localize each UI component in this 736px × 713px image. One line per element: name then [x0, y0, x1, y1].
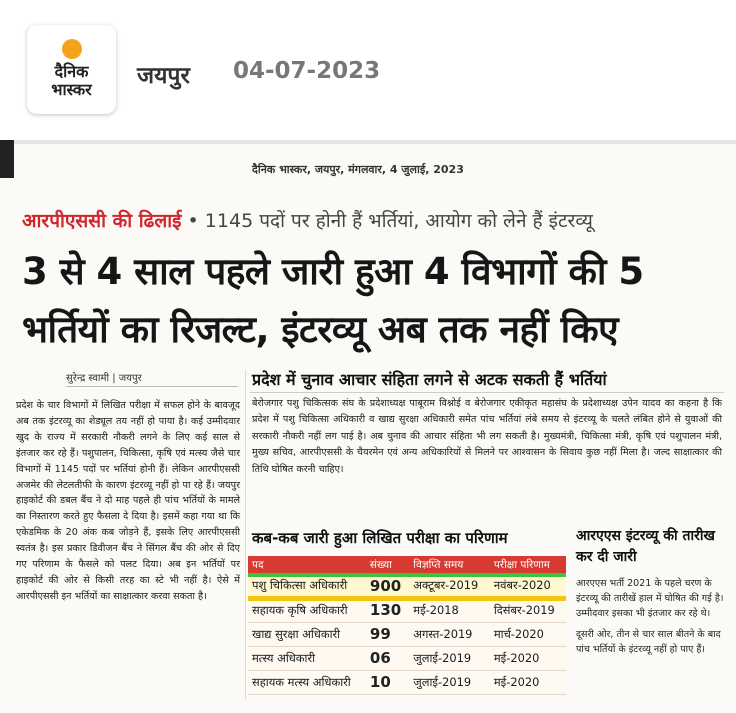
cell-count: 99 — [366, 622, 409, 646]
cell-post: मत्स्य अधिकारी — [248, 646, 366, 670]
cell-notice-date: अगस्त-2019 — [409, 622, 490, 646]
kicker-label: आरपीएससी की ढिलाई — [22, 210, 182, 232]
column-divider — [245, 370, 246, 700]
subheadline-rule — [250, 392, 724, 393]
table-row — [248, 646, 566, 670]
cell-count: 10 — [366, 670, 409, 694]
cell-result-date: दिसंबर-2019 — [490, 598, 566, 622]
cell-result-date: मई-2020 — [490, 670, 566, 694]
cell-post: सहायक मत्स्य अधिकारी — [248, 670, 366, 694]
cell-count: 06 — [366, 646, 409, 670]
cell-result-date: मई-2020 — [490, 646, 566, 670]
page-top-edge — [14, 140, 736, 144]
cell-result-date: मार्च-2020 — [490, 622, 566, 646]
headline-line-1: 3 से 4 साल पहले जारी हुआ 4 विभागों की 5 — [22, 250, 644, 293]
subheadline: प्रदेश में चुनाव आचार संहिता लगने से अटक सकती हैं भर्तियां — [252, 370, 607, 389]
col-header-post: पद — [248, 556, 366, 574]
right-column-body: बेरोजगार पशु चिकित्सक संघ के प्रदेशाध्यक्ष पाबूराम विश्नोई व बेरोजगार एकीकृत महासंघ के प्रदेशाध्यक्ष उपेन यादव का कहना है कि प्रदेश में पशु चिकित्सा अधिकारी व खाद्य सुरक्षा अधिकारी समेत पांच भर्तियां लंबे समय से इंटरव्यू के चलते लंबित होने से युवाओं की सरकारी नौकरी नहीं लग पाई है। अब चुनाव की आचार संहिता भी लग सकती है। मुख्यमंत्री, चिकित्सा मंत्री, कृषि एवं पशुपालन मंत्री, मुख्य सचिव, आरपीएससी के चैयरमेन एवं अन्य अधिकारियों से मिलने पर आश्वासन के सिवाय कुछ नहीं मिला है। जल्द साक्षात्कार की तिथि घोषित करनी चाहिए। — [252, 398, 722, 475]
edition-date[interactable]: 04-07-2023 — [233, 58, 381, 84]
sidebar-box-body-2: दूसरी ओर, तीन से चार साल बीतने के बाद पांच भर्तियों के इंटरव्यू नहीं हो पाए हैं। — [576, 629, 721, 655]
cell-count: 900 — [366, 574, 409, 598]
cell-notice-date: जुलाई-2019 — [409, 670, 490, 694]
edition-city: जयपुर — [137, 63, 190, 89]
cell-result-date: नवंबर-2020 — [490, 574, 566, 598]
col-header-count: संख्या — [366, 556, 409, 574]
col-header-result-date: परीक्षा परिणाम — [490, 556, 566, 574]
left-column-body: प्रदेश के चार विभागों में लिखित परीक्षा में सफल होने के बावजूद अब तक इंटरव्यू का शेड्यूल तय नहीं हो पाया है। कई उम्मीदवार खुद के राज्य में सरकारी नौकरी लगने के लिए कई साल से इंतजार कर रहे हैं। पशुपालन, चिकित्सा, कृषि एवं मत्स्य जैसे चार विभागों में 1145 पदों पर भर्तियां होनी हैं। लेकिन आरपीएससी अजमेर की लेटलतीफी के कारण इंटरव्यू नहीं हो पा रहे हैं। जयपुर हाइकोर्ट की डबल बैंच ने दो माह पहले ही पांच भर्तियों के मामले का निस्तारण करते हुए फैसला दे दिया है। इसमें कहा गया था कि एकेडमिक के 20 अंक कब जोड़ने हैं, इसके लिए आरपीएससी स्वतंत्र है। इस प्रकार डिवीजन बैंच ने सिंगल बैंच की ओर से दिए गए परिणाम के फैसले को पलट दिया। अब इन भर्तियों पर हाइकोर्ट की ओर से किसी तरह का स्टे भी नहीं है। ऐसे में आरपीएससी इन भर्तियों का साक्षात्कार करवा सकता है। — [16, 400, 240, 602]
logo-text-line1: दैनिक — [54, 62, 89, 81]
sun-icon — [62, 39, 82, 59]
cell-notice-date: मई-2018 — [409, 598, 490, 622]
dainik-bhaskar-logo[interactable] — [27, 25, 116, 114]
table-row — [248, 598, 566, 622]
highlight-marker-green — [248, 573, 566, 577]
cell-post: खाद्य सुरक्षा अधिकारी — [248, 622, 366, 646]
masthead-line: दैनिक भास्कर, जयपुर, मंगलवार, 4 जुलाई, 2023 — [252, 163, 464, 176]
cell-notice-date: जुलाई-2019 — [409, 646, 490, 670]
sidebar-box-title: आरएएस इंटरव्यू की तारीख कर दी जारी — [576, 528, 715, 565]
logo-text-line2: भास्कर — [51, 80, 92, 99]
cell-count: 130 — [366, 598, 409, 622]
newspaper-clipping — [0, 140, 736, 713]
byline: सुरेन्द्र स्वामी | जयपुर — [66, 370, 238, 387]
kicker-text: • 1145 पदों पर होनी हैं भर्तियां, आयोग को लेने हैं इंटरव्यू — [181, 210, 593, 232]
table-title: कब-कब जारी हुआ लिखित परीक्षा का परिणाम — [252, 529, 508, 547]
highlight-marker-yellow — [248, 596, 566, 601]
sidebar-box — [576, 526, 724, 657]
table-row — [248, 670, 566, 694]
table-header-row — [248, 556, 566, 574]
kicker — [22, 207, 593, 233]
col-header-notice-date: विज्ञप्ति समय — [409, 556, 490, 574]
cell-post: पशु चिकित्सा अधिकारी — [248, 574, 366, 598]
app-header — [0, 0, 736, 140]
table-row — [248, 574, 566, 598]
cell-notice-date: अक्टूबर-2019 — [409, 574, 490, 598]
table-row — [248, 622, 566, 646]
cell-post: सहायक कृषि अधिकारी — [248, 598, 366, 622]
headline-line-2: भर्तियों का रिजल्ट, इंटरव्यू अब तक नहीं किए — [22, 308, 619, 351]
sidebar-box-body-1: आरएएस भर्ती 2021 के पहले चरण के इंटरव्यू की तारीखें हाल में घोषित की गई है। उम्मीदवार इसका भी इंतजार कर रहे थे। — [576, 578, 724, 619]
page-corner-decoration — [0, 140, 14, 178]
